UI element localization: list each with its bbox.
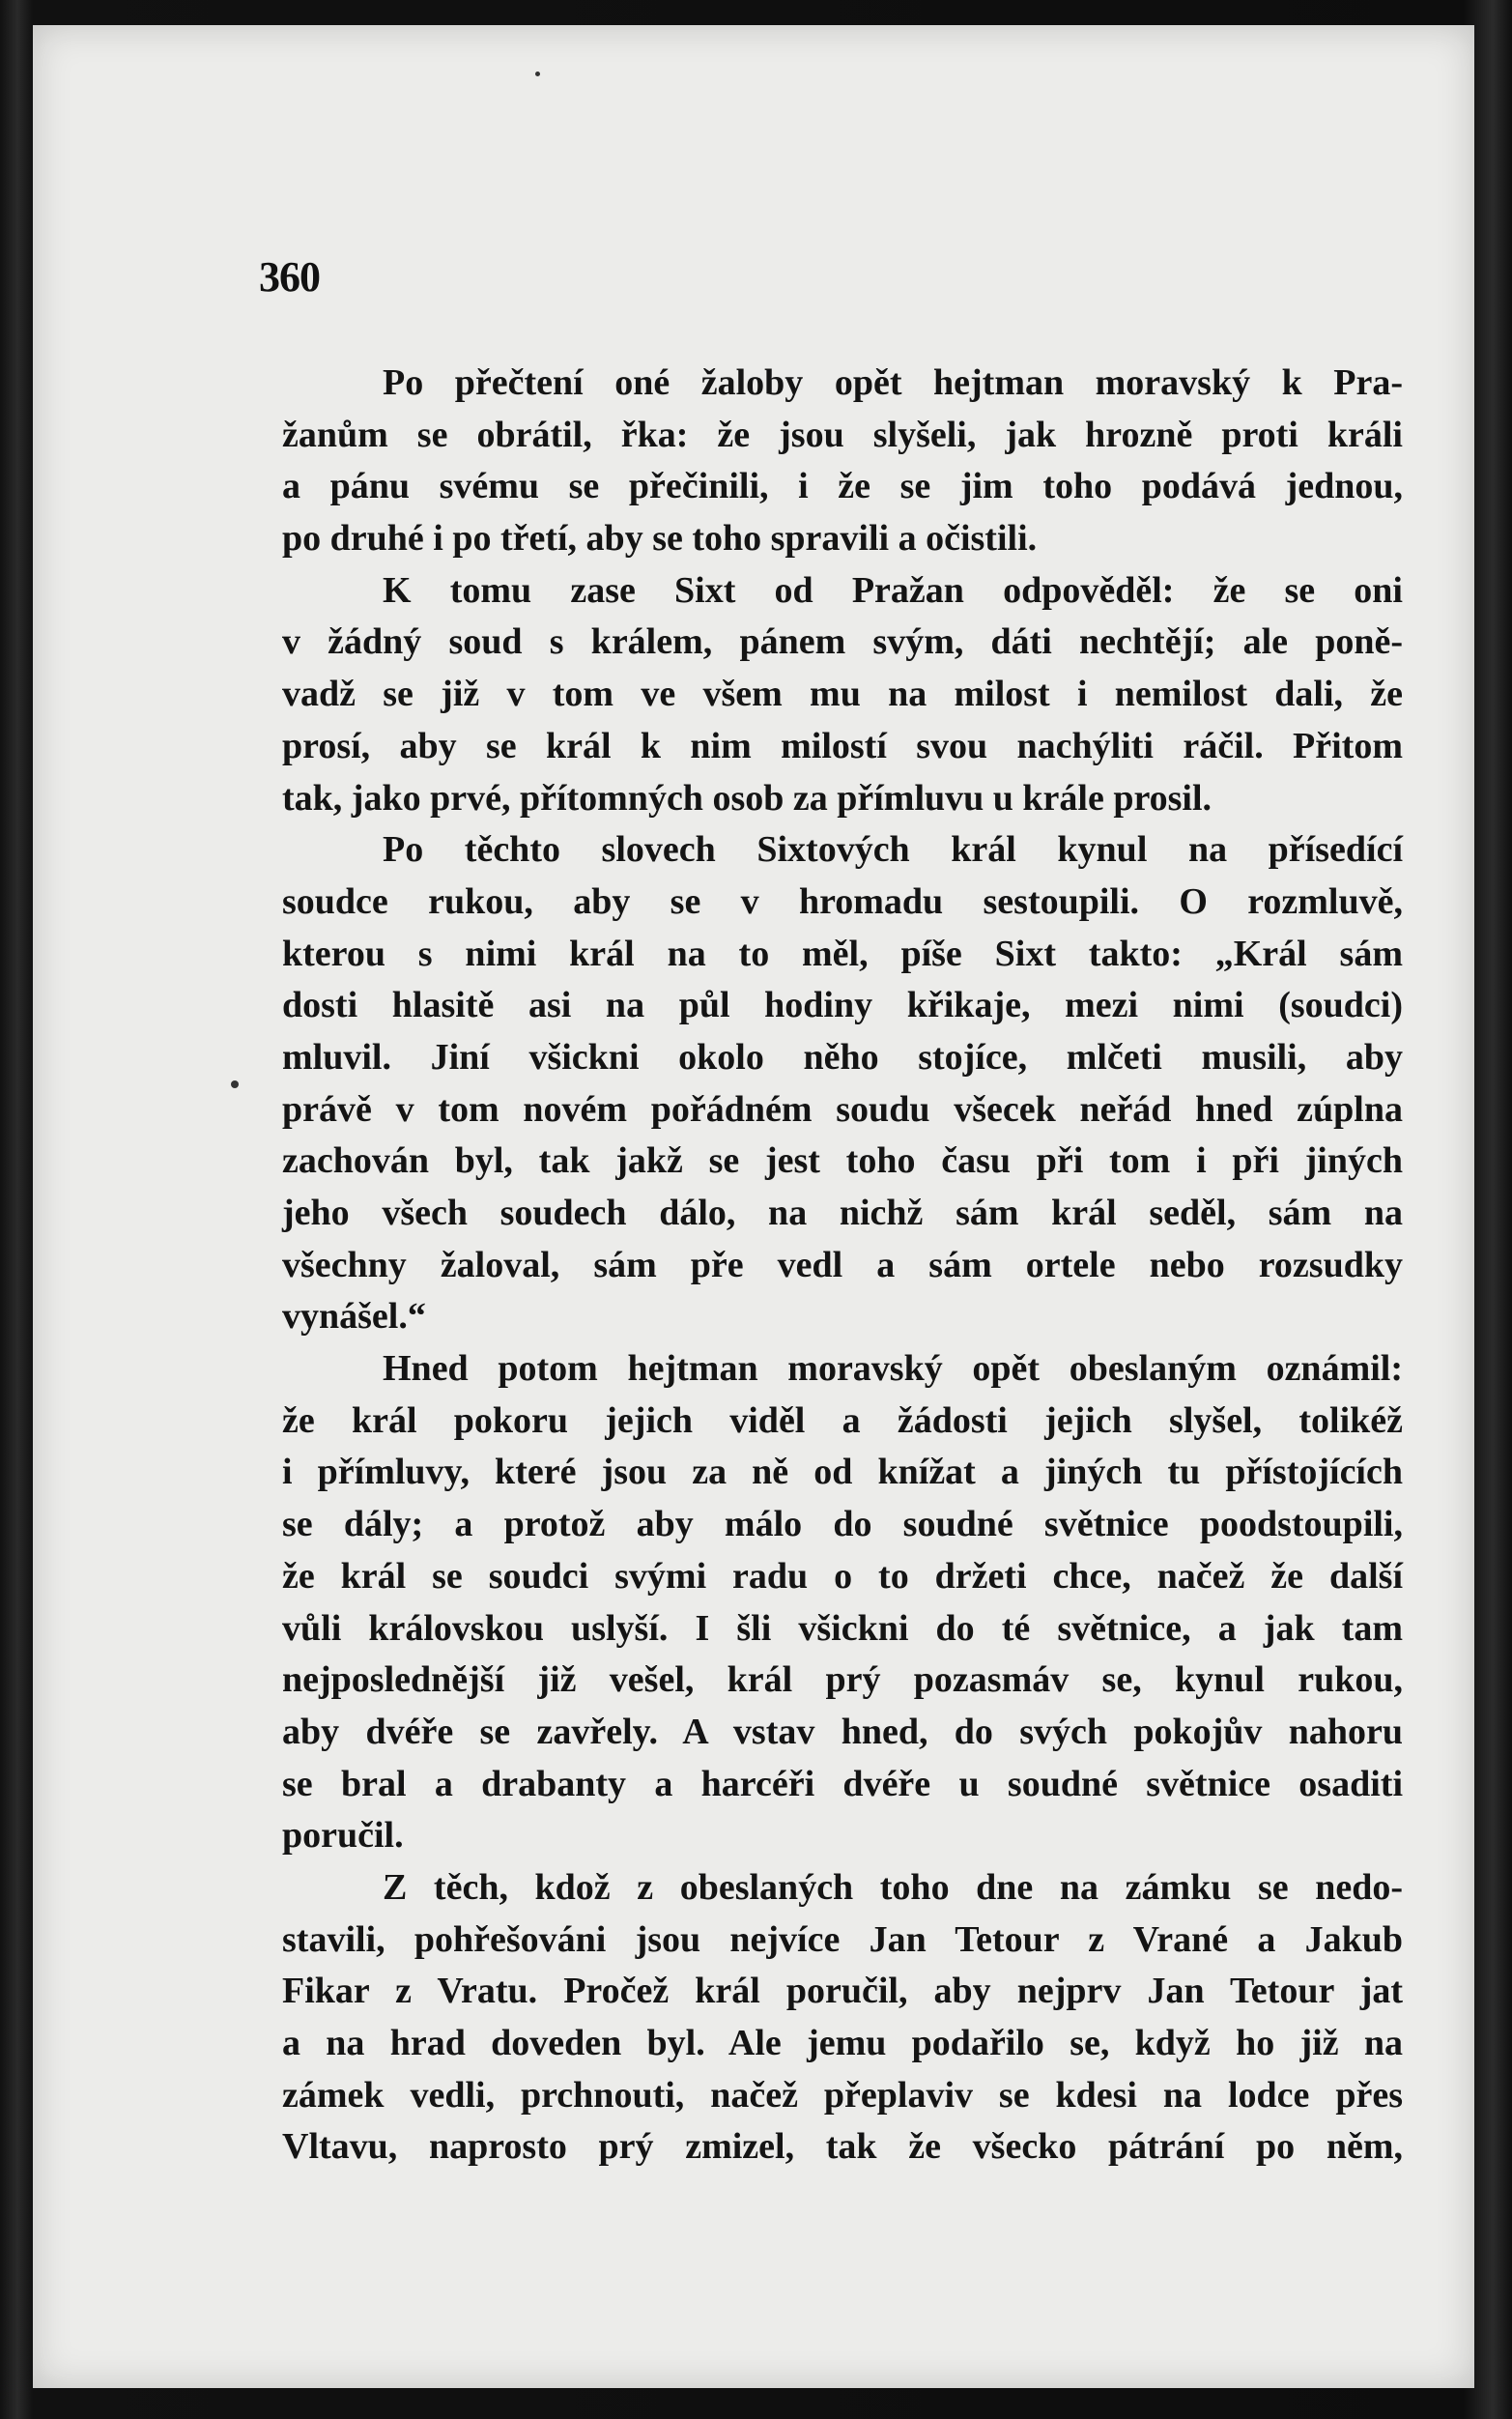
text-line: právě v tom novém pořádném soudu všecek neřád hned zúplna bbox=[282, 1088, 1403, 1130]
paragraph-2 bbox=[282, 565, 1403, 824]
text-line: kterou s nimi král na to měl, píše Sixt takto: „Král sám bbox=[282, 933, 1403, 974]
text-line: soudce rukou, aby se v hromadu sestoupili. O rozmluvě, bbox=[282, 880, 1403, 922]
text-line: zámek vedli, prchnouti, načež přeplaviv se kdesi na lodce přes bbox=[282, 2074, 1403, 2116]
text-line: vadž se již v tom ve všem mu na milost i nemilost dali, že bbox=[282, 674, 1403, 715]
paragraph-5 bbox=[282, 1862, 1403, 2174]
text-line: Z těch, kdož z obeslaných toho dne na zámku se nedo- bbox=[383, 1866, 1403, 1908]
text-line: všechny žaloval, sám pře vedl a sám ortele nebo rozsudky bbox=[282, 1244, 1403, 1285]
text-line: nejposlednější již vešel, král prý pozasmáv se, kynul rukou, bbox=[282, 1659, 1403, 1701]
print-speck bbox=[535, 72, 540, 76]
text-line: a pánu svému se přečinili, i že se jim toho podává jednou, bbox=[282, 466, 1403, 507]
text-line: po druhé i po třetí, aby se toho spravili a očistili. bbox=[282, 518, 1038, 560]
text-line: se bral a drabanty a harcéři dvéře u soudné světnice osaditi bbox=[282, 1763, 1403, 1804]
text-line: i přímluvy, které jsou za ně od knížat a jiných tu přístojících bbox=[282, 1452, 1403, 1493]
paragraph-1 bbox=[282, 358, 1403, 565]
text-line: Hned potom hejtman moravský opět obeslaným oznámil: bbox=[383, 1348, 1403, 1390]
text-line: tak, jako prvé, přítomných osob za přímluvu u krále prosil. bbox=[282, 777, 1212, 819]
text-line: se dály; a protož aby málo do soudné světnice poodstoupili, bbox=[282, 1504, 1403, 1545]
text-line: K tomu zase Sixt od Pražan odpověděl: že se oni bbox=[383, 569, 1403, 611]
text-line: mluvil. Jiní všickni okolo něho stojíce, mlčeti musili, aby bbox=[282, 1036, 1403, 1078]
text-line: Po přečtení oné žaloby opět hejtman moravský k Pra- bbox=[383, 362, 1403, 403]
text-line: dosti hlasitě asi na půl hodiny křikaje, mezi nimi (soudci) bbox=[282, 985, 1403, 1026]
text-line: prosí, aby se král k nim milostí svou nachýliti ráčil. Přitom bbox=[282, 725, 1403, 766]
page-number: 360 bbox=[259, 253, 320, 301]
text-line: aby dvéře se zavřely. A vstav hned, do svých pokojův nahoru bbox=[282, 1711, 1403, 1752]
text-line: Po těchto slovech Sixtových král kynul na přísedící bbox=[383, 829, 1403, 871]
paragraph-4 bbox=[282, 1343, 1403, 1862]
text-line: stavili, pohřešováni jsou nejvíce Jan Tetour z Vrané a Jakub bbox=[282, 1918, 1403, 1960]
text-line: že král pokoru jejich viděl a žádosti jejich slyšel, tolikéž bbox=[282, 1399, 1403, 1441]
print-speck bbox=[231, 1080, 239, 1088]
text-line: žanům se obrátil, řka: že jsou slyšeli, jak hrozně proti králi bbox=[282, 414, 1403, 455]
book-page bbox=[33, 25, 1474, 2388]
text-line: poručil. bbox=[282, 1815, 404, 1857]
text-line: zachován byl, tak jakž se jest toho času při tom i při jiných bbox=[282, 1140, 1403, 1182]
text-line: jeho všech soudech dálo, na nichž sám král seděl, sám na bbox=[282, 1193, 1403, 1233]
text-line: že král se soudci svými radu o to držeti chce, načež že další bbox=[282, 1555, 1403, 1597]
text-line: vůli královskou uslyší. I šli všickni do té světnice, a jak tam bbox=[282, 1607, 1403, 1649]
page-text bbox=[282, 358, 1403, 2174]
text-line: vynášel.“ bbox=[282, 1296, 426, 1338]
text-line: v žádný soud s králem, pánem svým, dáti nechtějí; ale poně- bbox=[282, 621, 1403, 663]
paragraph-3 bbox=[282, 824, 1403, 1343]
text-line: Vltavu, naprosto prý zmizel, tak že všecko pátrání po něm, bbox=[282, 2126, 1403, 2168]
text-line: a na hrad doveden byl. Ale jemu podařilo se, když ho již na bbox=[282, 2023, 1403, 2063]
text-line: Fikar z Vratu. Pročež král poručil, aby nejprv Jan Tetour jat bbox=[282, 1971, 1403, 2012]
